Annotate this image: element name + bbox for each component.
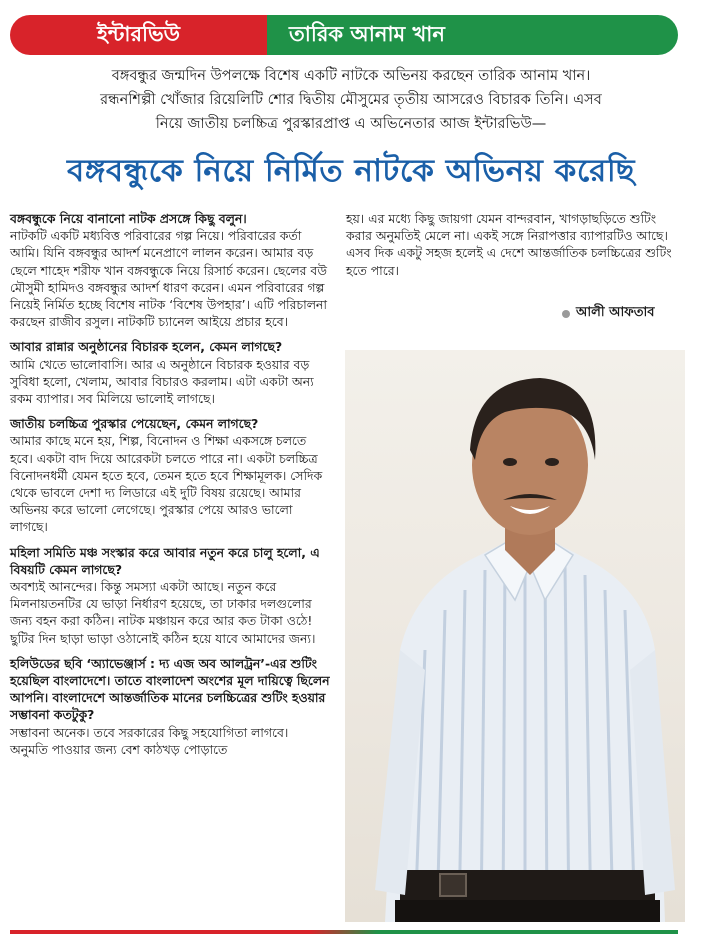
intro-line: রন্ধনশিল্পী খোঁজার রিয়েলিটি শোর দ্বিতীয় মৌসুমের তৃতীয় আসরেও বিচারক তিনি। এসব <box>100 92 602 108</box>
portrait-illustration <box>345 350 685 922</box>
answer-continuation: হয়। এর মধ্যে কিছু জায়গা যেমন বান্দরবান, খাগড়াছড়িতে শুটিং করার অনুমতিই মেলে না। একই সঙ্গে নিরাপত্তার ব্যাপারটিও আছে। এসব দিক একটু সহজ হলেই এ দেশে আন্তর্জাতিক চলচ্চিত্রের শুটিং হতে পারে। <box>346 211 672 278</box>
section-banner <box>10 15 678 55</box>
interviewee-name: তারিক আনাম খান <box>267 15 678 55</box>
interview-column-left <box>10 210 330 758</box>
headline: বঙ্গবন্ধুকে নিয়ে নির্মিত নাটকে অভিনয় করেছি <box>67 153 635 189</box>
answer: আমার কাছে মনে হয়, শিল্প, বিনোদন ও শিক্ষা একসঙ্গে চলতে হবে। একটা বাদ দিয়ে আরেকটা চলতে পারে না। একটা চলচ্চিত্র বিনোদনধর্মী যেমন হতে হবে, তেমন হতে হবে শিক্ষামূলক। সেদিক থেকে ভাবলে দেশা দ্য লিডারে এই দুটি বিষয় রয়েছে। আমার অভিনয় করে ভালো লেগেছে। পুরস্কার পেয়ে আরও ভালো লাগছে। <box>10 433 323 535</box>
answer: সম্ভাবনা অনেক। তবে সরকারের কিছু সহযোগিতা লাগবে। অনুমতি পাওয়ার জন্য বেশ কাঠখড় পোড়াতে <box>10 724 289 757</box>
bullet-icon <box>562 310 570 318</box>
answer: অবশ্যই আনন্দের। কিন্তু সমস্যা একটা আছে। নতুন করে মিলনায়তনটির যে ভাড়া নির্ধারণ হয়েছে, তা ঢাকার দলগুলোর জন্য বহন করা কঠিন। নাটক মঞ্চায়ন করে আর কত টাকা ওঠে! ছুটির দিন ছাড়া ভাড়া ওঠানোই কঠিন হয়ে যাবে আমাদের জন্য। <box>10 579 316 646</box>
intro-line: নিয়ে জাতীয় চলচ্চিত্র পুরস্কারপ্রাপ্ত এ অভিনেতার আজ ইন্টারভিউ— <box>155 116 547 132</box>
question: জাতীয় চলচ্চিত্র পুরস্কার পেয়েছেন, কেমন লাগছে? <box>10 416 259 432</box>
byline-author: আলী আফতাব <box>576 305 655 320</box>
question: হলিউডের ছবি ‘অ্যাভেঞ্জার্স : দ্য এজ অব আলট্রন’-এর শুটিং হয়েছিল বাংলাদেশে। তাতে বাংলাদেশ অংশের মূল দায়িত্বে ছিলেন আপনি। বাংলাদেশে আন্তর্জাতিক মানের চলচ্চিত্রের শুটিং হওয়ার সম্ভাবনা কতটুকু? <box>10 655 330 723</box>
bottom-divider <box>10 930 678 934</box>
question: মহিলা সমিতি মঞ্চ সংস্কার করে আবার নতুন করে চালু হলো, এ বিষয়টি কেমন লাগছে? <box>10 544 320 577</box>
intro-paragraph <box>16 64 686 136</box>
section-label: ইন্টারভিউ <box>10 15 267 55</box>
answer: আমি খেতে ভালোবাসি। আর এ অনুষ্ঠানে বিচারক হওয়ার বড় সুবিধা হলো, খেলাম, আবার বিচারও করলাম। এটা একটা অন্য রকম ব্যাপার। সব মিলিয়ে ভালোই লাগছে। <box>10 356 314 407</box>
question: বঙ্গবন্ধুকে নিয়ে বানানো নাটক প্রসঙ্গে কিছু বলুন। <box>10 211 247 226</box>
intro-line: বঙ্গবন্ধুর জন্মদিন উপলক্ষে বিশেষ একটি নাটকে অভিনয় করছেন তারিক আনাম খান। <box>111 68 591 84</box>
question: আবার রান্নার অনুষ্ঠানের বিচারক হলেন, কেমন লাগছে? <box>10 339 283 355</box>
portrait-photo <box>345 350 685 922</box>
answer: নাটকটি একটি মধ্যবিত্ত পরিবারের গল্প নিয়ে। পরিবারের কর্তা আমি। যিনি বঙ্গবন্ধুর আদর্শ মনেপ্রাণে লালন করেন। আমার বড় ছেলে শাহেদ শরীফ খান বঙ্গবন্ধুকে নিয়ে রিসার্চ করেন। ছেলের বউ মৌসুমী হামিদও বঙ্গবন্ধুর আদর্শ ধারণ করেন। এমন পরিবারের গল্প নিয়েই নির্মিত হচ্ছে বিশেষ নাটক ‘বিশেষ উপহার’। এটি পরিচালনা করছেন রাজীব রসুল। নাটকটি চ্যানেল আইয়ে প্রচার হবে। <box>10 228 327 330</box>
byline <box>562 303 655 324</box>
interview-column-right <box>346 210 676 279</box>
